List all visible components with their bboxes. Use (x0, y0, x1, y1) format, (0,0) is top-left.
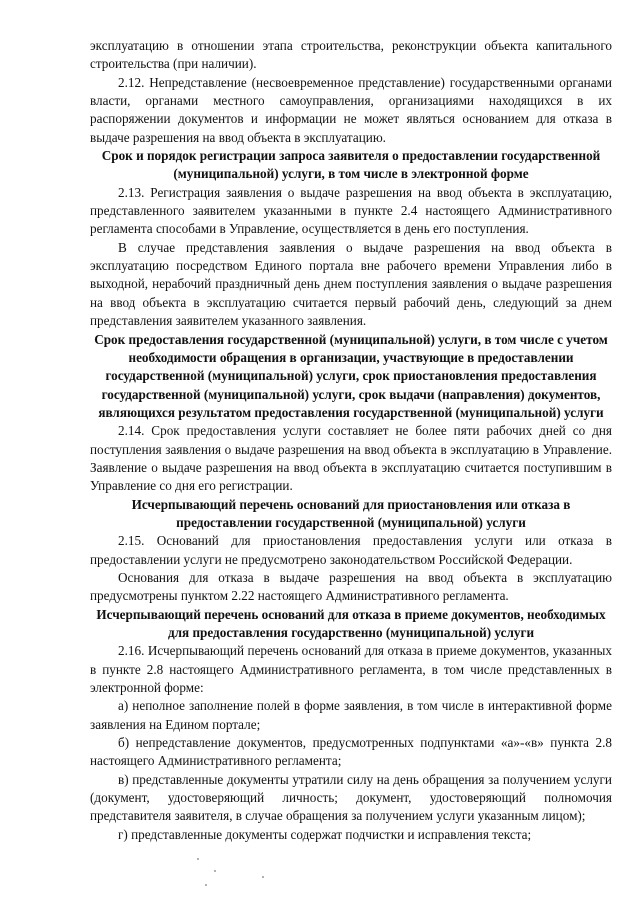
heading-registration: Срок и порядок регистрации запроса заявителя о предоставлении государственной (муниципальной) услуги, в том числе в электронной форме (101, 148, 601, 182)
list-item-v: в) представленные документы утратили силу на день обращения за получением услуги (документ, удостоверяющий личность; документ, удостоверяющий полномочия представителя заявителя, в случае обращения за получением услуги указанным лицом); (90, 771, 612, 824)
list-item-b: б) непредставление документов, предусмотренных подпунктами «а»-«в» пункта 2.8 настоящего Административного регламента; (90, 735, 612, 769)
paragraph-refusal-grounds: Основания для отказа в выдаче разрешения на ввод объекта в эксплуатацию предусмотрены пунктом 2.22 настоящего Административного регламента. (90, 569, 612, 604)
heading-service-term: Срок предоставления государственной (муниципальной) услуги, в том числе с учетом необходимости обращения в организации, участвующие в предоставлении государственной (муниципальной) услуги, срок приостановления предоставления государственной (муниципальной) услуги, срок выдачи (направления) документов, являющихся результатом предоставления государственной (муниципальной) услуги (94, 331, 608, 420)
paragraph-portal-submission: В случае представления заявления о выдаче разрешения на ввод объекта в эксплуатацию посредством Единого портала вне рабочего времени Управления либо в выходной, нерабочий праздничный день днем поступления заявления о выдаче разрешения на ввод объекта в эксплуатацию считается первый рабочий день, следующий за днем представления заявителем указанного заявления. (90, 239, 612, 329)
paragraph-intro-continuation: эксплуатацию в отношении этапа строительства, реконструкции объекта капитального строительства (при наличии). (90, 38, 612, 72)
list-item-a: а) неполное заполнение полей в форме заявления, в том числе в интерактивной форме заявления на Едином портале; (90, 698, 612, 732)
paragraph-2-12: 2.12. Непредставление (несвоевременное представление) государственными органами власти, органами местного самоуправления, организациями находящихся в их распоряжении документов и информации не может являться основанием для отказа в выдаче разрешения на ввод объекта в эксплуатацию. (90, 74, 612, 145)
scan-speck (197, 858, 199, 860)
paragraph-2-15: 2.15. Оснований для приостановления предоставления услуги или отказа в предоставлении услуги не предусмотрено законодательством Российской Федерации. (90, 533, 612, 567)
list-item-g: г) представленные документы содержат подчистки и исправления текста; (118, 826, 532, 842)
scan-speck (262, 876, 264, 878)
scan-speck (205, 884, 207, 886)
document-body (90, 37, 612, 844)
paragraph-2-16: 2.16. Исчерпывающий перечень оснований для отказа в приеме документов, указанных в пункте 2.8 настоящего Административного регламента, в том числе представленных в электронной форме: (90, 643, 612, 696)
paragraph-2-14: 2.14. Срок предоставления услуги составляет не более пяти рабочих дней со дня поступления заявления о выдаче разрешения на ввод объекта в эксплуатацию в Управление. Заявление о выдаче разрешения на ввод объекта в эксплуатацию считается поступившим в Управление со дня его регистрации. (90, 423, 612, 494)
paragraph-2-13: 2.13. Регистрация заявления о выдаче разрешения на ввод объекта в эксплуатацию, представленного заявителем указанными в пункте 2.4 настоящего Административного регламента способами в Управление, осуществляется в день его поступления. (90, 184, 612, 237)
scan-speck (214, 870, 216, 872)
heading-suspension-grounds: Исчерпывающий перечень оснований для приостановления или отказа в предоставлении государственной (муниципальной) услуги (131, 496, 571, 530)
heading-document-refusal: Исчерпывающий перечень оснований для отказа в приеме документов, необходимых для предоставления государственно (муниципальной) услуги (96, 606, 606, 640)
